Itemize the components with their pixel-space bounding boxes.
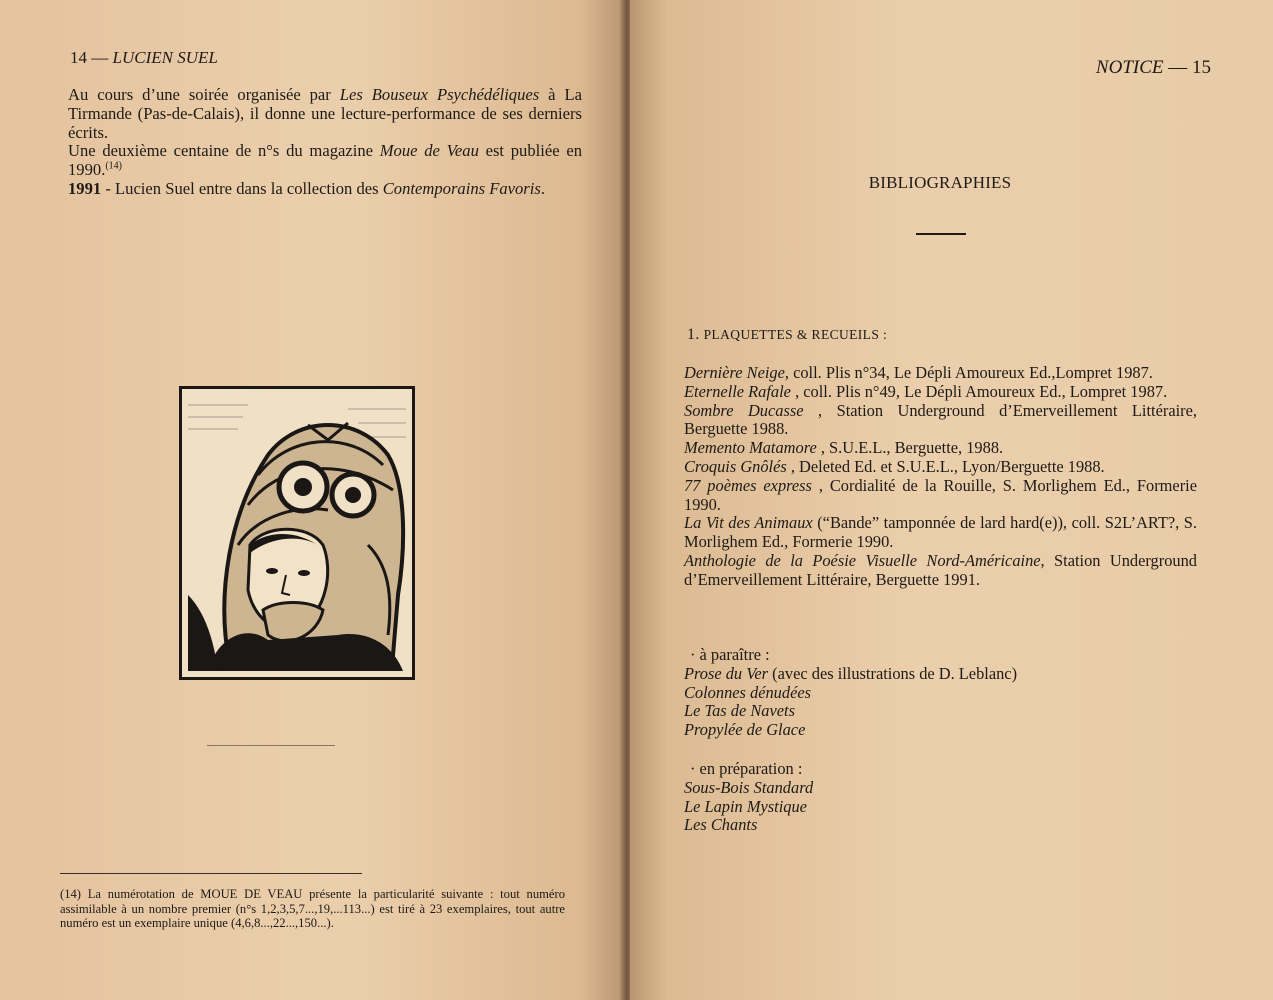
paragraph-1 <box>68 86 582 142</box>
entry-title: Memento Matamore <box>684 438 817 458</box>
forthcoming-item <box>684 684 1017 703</box>
bibliography-entry <box>684 402 1197 440</box>
footnote-reference: (14) <box>105 160 123 172</box>
entry-details: , Station Underground d’Emerveillement Littéraire, Berguette 1988. <box>684 400 1197 439</box>
page-number-left: 14 — <box>70 48 109 67</box>
entry-title: Croquis Gnôlés <box>684 456 787 476</box>
bibliography-entry <box>684 477 1197 515</box>
entry-details: , Deleted Ed. et S.U.E.L., Lyon/Berguette 1988. <box>786 456 1105 476</box>
running-head-right <box>1096 57 1211 79</box>
title-rule <box>916 233 966 235</box>
entry-title: Eternelle Rafale <box>684 381 791 401</box>
entry-title: Dernière Neige <box>684 363 785 382</box>
right-page <box>630 0 1273 1000</box>
entry-details: , Station Underground d’Emerveillement Littéraire, Berguette 1991. <box>684 550 1197 589</box>
year-heading: 1991 <box>68 178 102 198</box>
portrait-illustration <box>179 386 415 680</box>
paragraph-2-text-end: est publiée en 1990. <box>68 141 582 180</box>
entry-details: , coll. Plis n°34, Le Dépli Amoureux Ed.,Lompret 1987. <box>784 363 1153 382</box>
in-preparation-title: Le Lapin Mystique <box>684 796 807 816</box>
bibliography-entry <box>684 364 1197 383</box>
bibliography-entry <box>684 383 1197 402</box>
entry-details: (“Bande” tamponnée de lard hard(e)), coll. S2L’ART?, S. Morlighem Ed., Formerie 1990. <box>684 513 1197 552</box>
bibliography-entry <box>684 514 1197 552</box>
paragraph-2-text: Une deuxième centaine de n°s du magazine <box>68 141 380 161</box>
forthcoming-label: · à paraître : <box>690 645 770 664</box>
paragraph-3-text: - Lucien Suel entre dans la collection des <box>101 178 383 198</box>
section-label: PLAQUETTES & RECUEILS : <box>703 327 888 342</box>
forthcoming-title: Prose du Ver <box>684 663 769 683</box>
in-preparation-label: · en préparation : <box>690 759 803 778</box>
bibliography-list <box>684 364 1197 590</box>
forthcoming-list <box>684 646 1017 740</box>
footnote-14: (14) La numérotation de MOUE DE VEAU présente la particularité suivante : tout numéro assimilable à un nombre premier (n°s 1,2,3,5,7...,19,...113...) est tiré à 23 exemplaires, tout autre numéro est un exemplaire unique (4,6,8...,22...,150...). <box>60 887 565 930</box>
in-preparation-item <box>684 816 813 835</box>
page-number-right: — 15 <box>1168 57 1211 78</box>
forthcoming-item <box>684 665 1017 684</box>
magazine-title: Moue de Veau <box>379 141 479 161</box>
running-head-left <box>70 48 218 68</box>
left-page <box>0 0 624 1000</box>
bibliography-entry <box>684 458 1197 477</box>
in-preparation-title: Les Chants <box>684 815 758 835</box>
forthcoming-title: Colonnes dénudées <box>684 682 812 702</box>
portrait-drawing <box>188 395 406 671</box>
group-name: Les Bouseux Psychédéliques <box>339 85 540 104</box>
left-body-text <box>68 86 582 199</box>
entry-title: Sombre Ducasse <box>684 400 804 420</box>
decorative-divider <box>207 745 335 746</box>
entry-title: 77 poèmes express <box>684 475 812 495</box>
paragraph-1-text-end: à La Tirmande (Pas-de-Calais), il donne une lecture-performance de ses derniers écrits. <box>68 85 582 142</box>
in-preparation-item <box>684 798 813 817</box>
bibliography-entry <box>684 552 1197 590</box>
entry-details: , Cordialité de la Rouille, S. Morlighem Ed., Formerie 1990. <box>684 475 1197 514</box>
forthcoming-details: (avec des illustrations de D. Leblanc) <box>768 663 1018 683</box>
notice-label: NOTICE <box>1095 57 1164 78</box>
paragraph-2 <box>68 142 582 180</box>
in-preparation-list <box>684 760 813 835</box>
paragraph-3-text-end: . <box>540 178 545 198</box>
collection-name: Contemporains Favoris <box>382 178 541 198</box>
paragraph-3 <box>68 180 582 199</box>
footnote-rule <box>60 873 362 874</box>
forthcoming-item <box>684 721 1017 740</box>
in-preparation-item <box>684 779 813 798</box>
in-preparation-title: Sous-Bois Standard <box>684 777 814 797</box>
entry-details: , S.U.E.L., Berguette, 1988. <box>816 438 1004 458</box>
section-number: 1. <box>687 326 700 343</box>
forthcoming-title: Propylée de Glace <box>684 720 806 740</box>
forthcoming-title: Le Tas de Navets <box>684 701 795 721</box>
section-heading <box>687 326 887 344</box>
entry-details: , coll. Plis n°49, Le Dépli Amoureux Ed., Lompret 1987. <box>790 381 1168 401</box>
entry-title: La Vit des Animaux <box>684 513 813 533</box>
entry-title: Anthologie de la Poésie Visuelle Nord-Américaine <box>684 550 1041 570</box>
author-name: LUCIEN SUEL <box>112 48 218 67</box>
bibliographies-title: BIBLIOGRAPHIES <box>868 173 1012 192</box>
bibliography-entry <box>684 439 1197 458</box>
paragraph-1-text: Au cours d’une soirée organisée par <box>68 85 340 104</box>
forthcoming-item <box>684 702 1017 721</box>
